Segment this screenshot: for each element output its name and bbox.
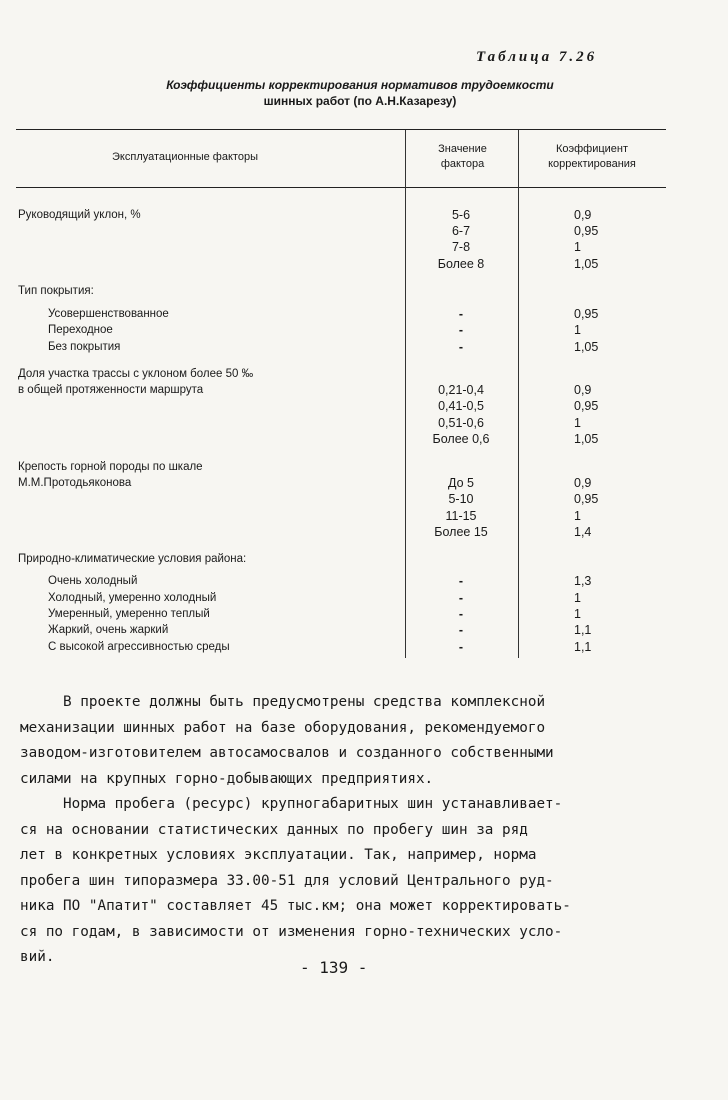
correction-coefficient: 0,95 xyxy=(574,307,599,321)
header-value xyxy=(410,142,515,172)
paragraph-line: силами на крупных горно-добывающих предприятиях. xyxy=(20,770,434,787)
factor-value: 5-6 xyxy=(451,208,471,222)
factor-value: Более 8 xyxy=(437,257,485,271)
factor-label: Переходное xyxy=(48,324,113,336)
correction-coefficient: 1,3 xyxy=(574,574,592,588)
correction-coefficient: 1 xyxy=(574,240,581,254)
paragraph-line: В проекте должны быть предусмотрены средства комплексной xyxy=(20,694,546,710)
table-title-line-1: Коэффициенты корректирования нормативов трудоемкости xyxy=(166,78,554,92)
paragraph-line: механизации шинных работ на базе оборудования, рекомендуемого xyxy=(20,719,546,736)
paragraph-line: ся на основании статистических данных по пробегу шин за ряд xyxy=(20,821,528,838)
correction-coefficient: 0,95 xyxy=(574,224,599,238)
page-number: - 139 - xyxy=(300,958,368,977)
factor-label: Крепость горной породы по шкале xyxy=(18,461,203,473)
factor-label: Холодный, умеренно холодный xyxy=(48,592,217,604)
correction-coefficient: 1 xyxy=(574,607,581,621)
factor-value: 0,51-0,6 xyxy=(438,416,484,430)
header-coef-line-2: корректирования xyxy=(548,158,636,170)
table-header-rule xyxy=(16,187,666,188)
factor-value: - xyxy=(458,340,464,354)
factor-label: Без покрытия xyxy=(48,341,121,353)
correction-coefficient: 0,9 xyxy=(574,208,592,222)
factor-label: Умеренный, умеренно теплый xyxy=(48,608,210,620)
header-coef-line-1: Коэффициент xyxy=(555,143,629,155)
table-column-divider-1 xyxy=(405,130,406,658)
factor-label: Природно-климатические условия района: xyxy=(18,553,247,565)
correction-coefficient: 0,9 xyxy=(574,383,592,397)
paragraph-line: Норма пробега (ресурс) крупногабаритных шин устанавливает- xyxy=(20,796,563,812)
factor-value: - xyxy=(458,591,464,605)
correction-coefficient: 0,95 xyxy=(574,492,599,506)
factor-label: Тип покрытия: xyxy=(18,285,94,297)
correction-coefficient: 1 xyxy=(574,591,581,605)
table-top-rule xyxy=(16,129,666,130)
table-label: Таблица 7.26 xyxy=(476,49,598,65)
factor-value: - xyxy=(458,607,464,621)
body-paragraph xyxy=(20,690,680,971)
header-value-line-2: фактора xyxy=(440,158,485,170)
paragraph-line: ся по годам, в зависимости от изменения горно-технических усло- xyxy=(20,923,563,940)
correction-coefficient: 0,95 xyxy=(574,399,599,413)
header-value-line-1: Значение xyxy=(438,143,487,155)
table-column-divider-2 xyxy=(518,130,519,658)
correction-coefficient: 1,1 xyxy=(574,623,592,637)
table-title-line-2: шинных работ (по А.Н.Казарезу) xyxy=(263,94,457,108)
factor-value: - xyxy=(458,307,464,321)
factor-label: Жаркий, очень жаркий xyxy=(48,624,169,636)
paragraph-line: ника ПО "Апатит" составляет 45 тыс.км; она может корректировать- xyxy=(20,898,571,914)
correction-coefficient: 1,4 xyxy=(574,525,592,539)
paragraph-line: лет в конкретных условиях эксплуатации. Так, например, норма xyxy=(20,847,537,863)
paragraph-line: вий. xyxy=(20,949,55,965)
factor-value: 7-8 xyxy=(451,240,471,254)
factor-label: в общей протяженности маршрута xyxy=(18,384,204,396)
correction-coefficient: 1,05 xyxy=(574,340,599,354)
factor-label: Руководящий уклон, % xyxy=(18,209,141,221)
factor-value: Более 0,6 xyxy=(432,432,490,446)
factor-value: 11-15 xyxy=(445,509,477,523)
paragraph-line: пробега шин типоразмера 33.00-51 для условий Центрального руд- xyxy=(20,872,554,889)
factor-value: - xyxy=(458,323,464,337)
header-coefficient xyxy=(522,142,662,172)
factor-value: - xyxy=(458,574,464,588)
factor-value: 6-7 xyxy=(451,224,471,238)
correction-coefficient: 1,05 xyxy=(574,257,599,271)
factor-value: Более 15 xyxy=(434,525,488,539)
factor-value: 0,21-0,4 xyxy=(438,383,484,397)
factor-label: М.М.Протодьяконова xyxy=(18,477,132,489)
factor-label: Усовершенствованное xyxy=(48,308,169,320)
factor-label: Очень холодный xyxy=(48,575,138,587)
correction-coefficient: 1 xyxy=(574,323,581,337)
factor-value: - xyxy=(458,623,464,637)
factor-label: С высокой агрессивностью среды xyxy=(48,641,230,653)
correction-coefficient: 1 xyxy=(574,416,581,430)
correction-coefficient: 1,1 xyxy=(574,640,592,654)
correction-coefficient: 0,9 xyxy=(574,476,592,490)
factor-value: 0,41-0,5 xyxy=(438,399,484,413)
paragraph-line: заводом-изготовителем автосамосвалов и созданного собственными xyxy=(20,745,554,761)
correction-coefficient: 1 xyxy=(574,509,581,523)
correction-coefficient: 1,05 xyxy=(574,432,599,446)
factor-label: Доля участка трассы с уклоном более 50 ‰ xyxy=(18,368,254,380)
factor-value: - xyxy=(458,640,464,654)
header-factors: Эксплуатационные факторы xyxy=(112,151,258,163)
factor-value: До 5 xyxy=(448,476,474,490)
factor-value: 5-10 xyxy=(448,492,474,506)
